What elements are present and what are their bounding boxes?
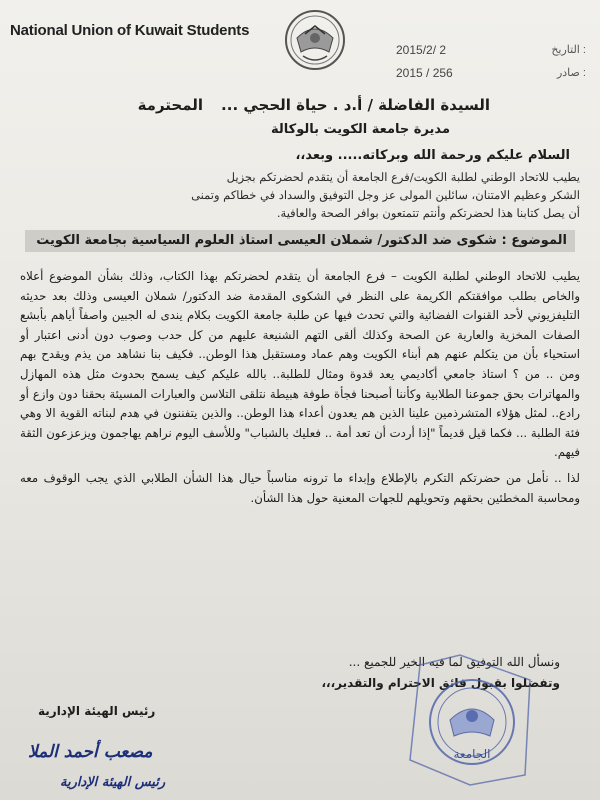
closing-prayer: ونسأل الله التوفيق لما فيه الخير للجميع ...: [348, 655, 560, 669]
recipient-name: السيدة الفاضلة / أ.د . حياة الحجي ...: [221, 96, 490, 114]
recipient-honorific: المحترمة: [137, 96, 204, 114]
signatory-title: رئيس الهيئة الإدارية: [38, 704, 156, 718]
subject-line: الموضوع : شكوى ضد الدكتور/ شملان العيسى استاذ العلوم السياسية بجامعة الكويت: [25, 230, 575, 252]
official-stamp-icon: [400, 650, 545, 790]
letter-body: [20, 267, 580, 508]
date-value: 2015/2/ 2: [396, 42, 447, 57]
reference-block: [396, 38, 586, 84]
reference-number: 2015 / 256: [396, 65, 453, 80]
signature-name: مصعب أحمد الملا: [28, 742, 153, 762]
closing-regards: وتفضلوا بقبول فائق الاحترام والتقدير،،،: [321, 676, 560, 690]
recipient-position: مديرة جامعة الكويت بالوكالة: [271, 122, 450, 137]
organization-name: National Union of Kuwait Students: [10, 22, 250, 39]
reference-label: صادر :: [556, 67, 586, 79]
date-label: التاريخ :: [551, 44, 586, 56]
emblem-logo-icon: [283, 8, 347, 72]
recipient-salutation: [120, 96, 490, 114]
greeting-line: السلام عليكم ورحمة الله وبركاته..... وبعد،،: [295, 148, 570, 163]
signature-role: رئيس الهيئة الإدارية: [60, 775, 166, 790]
handwritten-intro-line: يطيب للاتحاد الوطني لطلبة الكويت/فرع الجامعة أن يتقدم لحضرتكم بجزيل: [226, 170, 580, 184]
handwritten-intro-line: أن يصل كتابنا هذا لحضرتكم وأنتم تتمتعون بوافر الصحة والعافية.: [276, 206, 580, 220]
body-paragraph: لذا .. نأمل من حضرتكم التكرم بالإطلاع وإبداء ما ترونه مناسباً حيال هذا الشأن الطلابي الذي يجب الوقوف معه ومحاسبة المخطئين بحقهم وتحويلهم للجهات المعنية حول هذا الشأن.: [20, 470, 580, 505]
body-paragraph: يطيب للاتحاد الوطني لطلبة الكويت – فرع الجامعة أن يتقدم لحضرتكم بهذا الكتاب، وذلك بشأن الموضوع أعلاه والخاص بطلب موافقتكم الكريمة على النظر في الشكوى المقدمة ضد الدكتور/ شملان العيسى وذلك بعد حديثه التليفزيوني لأحد القنوات الفضائية والتي تحدث فيها عن طلبة جامعة الكويت بكلام يندى له الجبين واصفاً أياهم بأبشع الصفات المخزية والعارية عن الصحة وكذلك ألقى التهم الشنيعة عليهم من كل حدب وصوب دون أدنى اعتبار أو استحياء بأن من يتكلم عنهم هم أبناء الكويت وهم عماد ومستقبل هذا الوطن.. فكيف بنا نشاهد من يذم ويقدح بهم ومن .. من ؟ استاذ جامعي أكاديمي يعد قدوة ومثال للطلبة.. بالله عليكم كيف يسمح بحدوث مثل هذه المهازل والمهاترات بحق جموعنا الطلابية وكأننا أصبحنا فجأة طوفة هبيطة نتلقى التلاسن والعبارات المسيئة بحقنا دون وازع أو رادع.. لمثل هؤلاء المتشرذمين علينا الذين هم يعدون أعداء هذا الوطن.. والذين يتفننون في هدم لبناته القوية الا وهي فئة الطلبة ... فكما قيل قديماً "إذا أردت أن تعد أمة .. فعليك بالشباب" وللأسف اليوم نراهم يهاجمون ويزعزعون الثقة فيهم.: [19, 269, 580, 460]
handwritten-intro-line: الشكر وعظيم الامتنان، سائلين المولى عز وجل التوفيق والسداد في خطاكم وتمنى: [191, 188, 580, 202]
stamp-text: الجامعة: [453, 747, 491, 761]
